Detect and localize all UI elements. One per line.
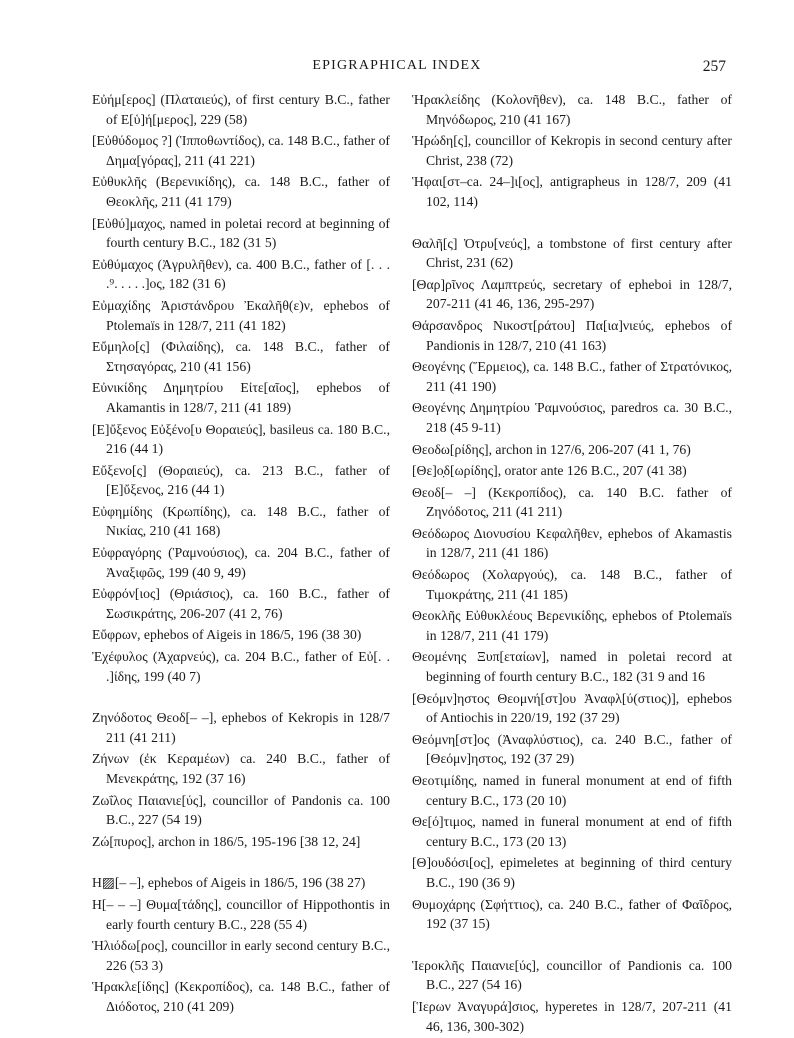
index-entry: Ἡρακλε[ίδης] (Κεκροπίδος), ca. 148 B.C., father of Διόδοτος, 210 (41 209) xyxy=(92,979,390,1014)
index-entry: Θαλῆ[ς] Ὀτρυ[νεύς], a tombstone of first century after Christ, 231 (62) xyxy=(412,235,732,271)
letter-group-spacer xyxy=(92,688,390,708)
letter-group-spacer xyxy=(412,936,732,956)
index-entry: Ζωΐλος Παιανιε[ύς], councillor of Pandonis ca. 100 B.C., 227 (54 19) xyxy=(92,792,390,828)
page-header xyxy=(0,58,794,80)
index-entry: Θυμοχάρης (Σφήττιος), ca. 240 B.C., father of Φαῖδρος, 192 (37 15) xyxy=(412,896,732,932)
index-entry: Ζώ[πυρος], archon in 186/5, 195-196 [38 12, 24] xyxy=(92,833,361,849)
index-entry: [Θεόμν]ηστος Θεομνή[στ]ου Ἀναφλ[ύ(στιος)], ephebos of Antiochis in 220/19, 192 (37 29) xyxy=(412,690,732,726)
index-entry: Θάρσανδρος Νικοστ[ράτου] Πα[ια]νιεύς, ephebos of Pandionis in 128/7, 210 (41 163) xyxy=(412,317,732,353)
index-entry: Εὐνικίδης Δημητρίου Εἰτε[αῖος], ephebos of Akamantis in 128/7, 211 (41 189) xyxy=(92,380,390,415)
index-entry: Ἐχέφυλος (Ἀχαρνεύς), ca. 204 B.C., father of Εὐ[. . .]ίδης, 199 (40 7) xyxy=(92,649,390,684)
index-entry: Εὔξενο[ς] (Θοραιεύς), ca. 213 B.C., father of [Ε]ὔξενος, 216 (44 1) xyxy=(92,462,390,498)
index-entry: Εὐήμ[ερος] (Πλαταιεύς), of first century B.C., father of Ε[ὑ]ή[μερος], 229 (58) xyxy=(92,92,390,127)
index-entry: Ἡρακλείδης (Κολονῆθεν), ca. 148 B.C., father of Μηνόδωρος, 210 (41 167) xyxy=(412,92,732,127)
index-entry: Εὐθύμαχος (Ἀγρυλῆθεν), ca. 400 B.C., father of [. . . .⁹. . . . .]ος, 182 (31 6) xyxy=(92,256,390,292)
letter-group xyxy=(412,956,732,1036)
letter-group xyxy=(92,90,390,686)
index-entry: [Θαρ]ρῖνος Λαμπτρεύς, secretary of epheboi in 128/7, 207-211 (41 46, 136, 295-297) xyxy=(412,276,732,312)
index-entry: Εὐφραγόρης (Ῥαμνούσιος), ca. 204 B.C., father of Ἀναξιφῶς, 199 (40 9, 49) xyxy=(92,545,390,580)
index-entry: [Ε]ὔξενος Εὐξένο[υ Θοραιεύς], basileus ca. 180 B.C., 216 (44 1) xyxy=(92,421,390,457)
letter-group xyxy=(412,234,732,934)
index-entry: Εὐθυκλῆς (Βερενικίδης), ca. 148 B.C., father of Θεοκλῆς, 211 (41 179) xyxy=(92,174,390,209)
index-entry: Θεόδωρος (Χολαργούς), ca. 148 B.C., father of Τιμοκράτης, 211 (41 185) xyxy=(412,567,732,602)
index-entry: Εὔμηλο[ς] (Φιλαίδης), ca. 148 B.C., father of Στησαγόρας, 210 (41 156) xyxy=(92,339,390,374)
index-entry: Ζήνων (ἐκ Κεραμέων) ca. 240 B.C., father of Μενεκράτης, 192 (37 16) xyxy=(92,751,390,786)
index-entry: Θεόδωρος Διονυσίου Κεφαλῆθεν, ephebos of Akamastis in 128/7, 211 (41 186) xyxy=(412,525,732,561)
left-column xyxy=(92,90,390,1019)
letter-group-spacer xyxy=(92,853,390,873)
index-entry: [Ἱερων Ἀναγυρά]σιος, hyperetes in 128/7, 207-211 (41 46, 136, 300-302) xyxy=(412,998,732,1034)
index-entry: Θεογένης Δημητρίου Ῥαμνούσιος, paredros ca. 30 B.C., 218 (45 9-11) xyxy=(412,400,732,435)
index-entry: [Εὐθύδομος ?] (Ἱπποθωντίδος), ca. 148 B.C., father of Δημα[γόρας], 211 (41 221) xyxy=(92,133,390,168)
index-entry: [Θ]ουδόσι[ος], epimeletes at beginning of third century B.C., 190 (36 9) xyxy=(412,855,732,890)
right-column xyxy=(412,90,732,1038)
index-entry: Ζηνόδοτος Θεοδ[– –], ephebos of Kekropis in 128/7 211 (41 211) xyxy=(92,710,390,745)
index-entry: Θε[ό]τιμος, named in funeral monument at end of fifth century B.C., 173 (20 13) xyxy=(412,814,732,849)
index-entry: [Εὐθύ]μαχος, named in poletai record at beginning of fourth century B.C., 182 (31 5) xyxy=(92,215,390,251)
index-entry: Θεομένης Ξυπ[εταίων], named in poletai record at beginning of fourth century B.C., 182 (31 9 and 16 xyxy=(412,649,732,685)
index-entry: Εὔφρων, ephebos of Aigeis in 186/5, 196 (38 30) xyxy=(92,627,362,643)
letter-group xyxy=(412,90,732,212)
index-entry: Ἡφαι[στ–ca. 24–]ι[ος], antigrapheus in 128/7, 209 (41 102, 114) xyxy=(412,174,732,209)
index-entry: Ἡλιόδω[ρος], councillor in early second century B.C., 226 (53 3) xyxy=(92,938,390,973)
index-entry: Ἡρώδη[ς], councillor of Kekropis in second century after Christ, 238 (72) xyxy=(412,133,732,168)
index-entry: Εὐφρόν[ιος] (Θριάσιος), ca. 160 B.C., father of Σωσικράτης, 206-207 (41 2, 76) xyxy=(92,586,390,621)
index-entry: Ἱεροκλῆς Παιανιε[ύς], councillor of Pandionis ca. 100 B.C., 227 (54 16) xyxy=(412,957,732,993)
index-entry: Θεοδω[ρίδης], archon in 127/6, 206-207 (41 1, 76) xyxy=(412,441,691,457)
letter-group-spacer xyxy=(412,214,732,234)
letter-group xyxy=(92,708,390,851)
index-entry: Εὐμαχίδης Ἀριστάνδρου Ἐκαλῆθ(ε)ν, ephebos of Ptolemaïs in 128/7, 211 (41 182) xyxy=(92,297,390,333)
index-entry: Θεοδ[– –] (Κεκροπίδος), ca. 140 B.C. father of Ζηνόδοτος, 211 (41 211) xyxy=(412,484,732,520)
index-entry: [Θε]ο̣δ[ωρίδης], orator ante 126 B.C., 207 (41 38) xyxy=(412,463,687,479)
index-entry: Θεοτιμίδης, named in funeral monument at end of fifth century B.C., 173 (20 10) xyxy=(412,773,732,808)
index-entry: Θεόμνη[στ]ος (Ἀναφλύστιος), ca. 240 B.C., father of [Θεόμν]ηστος, 192 (37 29) xyxy=(412,731,732,767)
index-entry: Η▨[– –], ephebos of Aigeis in 186/5, 196 (38 27) xyxy=(92,875,366,891)
index-entry: Θεοκλῆς Εὐθυκλέους Βερενικίδης, ephebos of Ptolemaïs in 128/7, 211 (41 179) xyxy=(412,608,732,643)
index-entry: Εὐφημίδης (Κρωπίδης), ca. 148 B.C., father of Νικίας, 210 (41 168) xyxy=(92,503,390,539)
index-entry: Θεογένης (Ἕρμειος), ca. 148 B.C., father of Στρατόνικος, 211 (41 190) xyxy=(412,359,732,394)
page-number: 257 xyxy=(702,58,726,75)
letter-group xyxy=(92,873,390,1016)
running-head: EPIGRAPHICAL INDEX xyxy=(312,58,482,73)
index-entry: Η[– – –] Θυμα[τάδης], councillor of Hippothontis in early fourth century B.C., 228 (55 4) xyxy=(92,896,390,932)
